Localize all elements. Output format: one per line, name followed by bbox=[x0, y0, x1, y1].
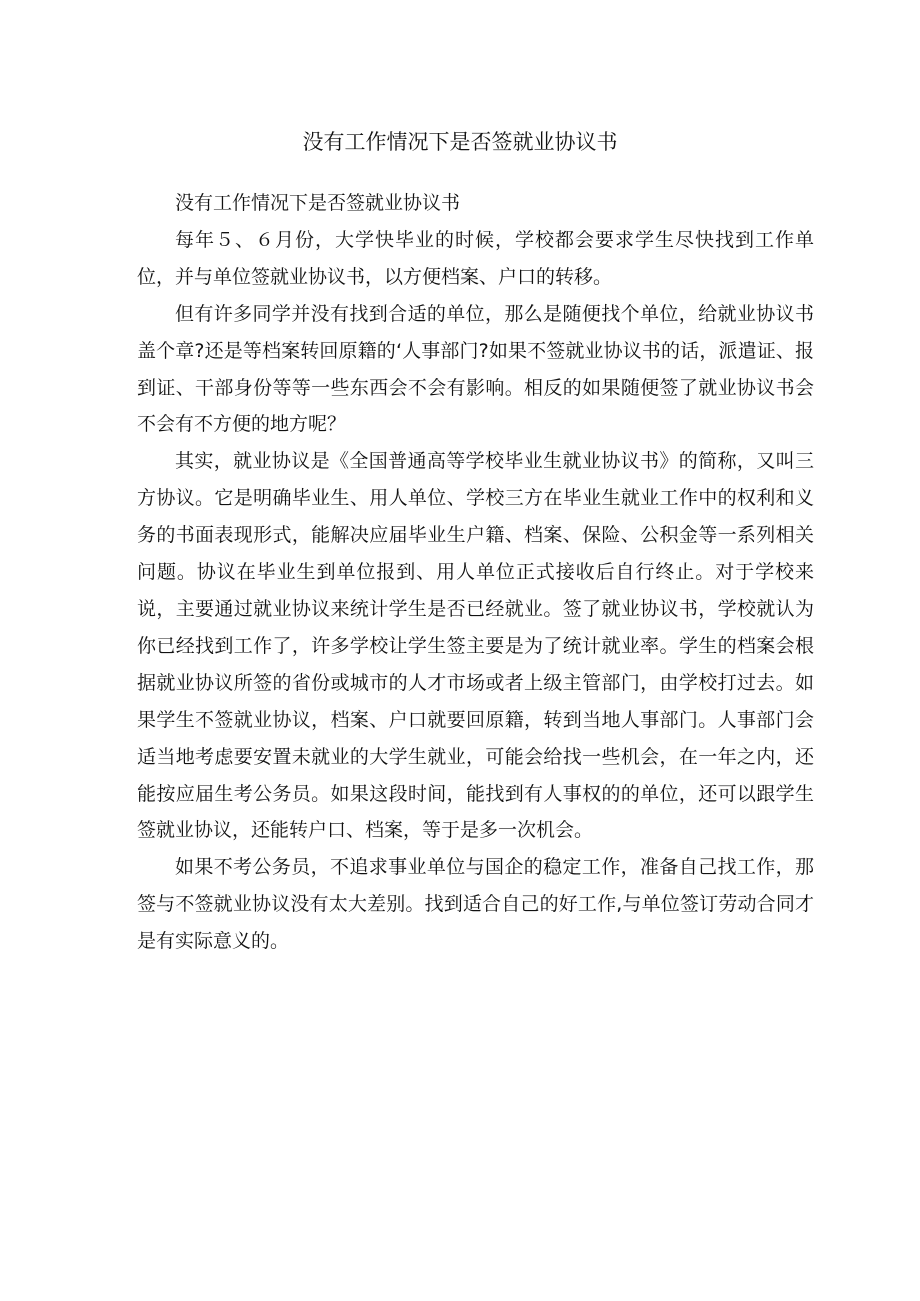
paragraph-explanation: 其实，就业协议是《全国普通高等学校毕业生就业协议书》的简称，又叫三方协议。它是明确毕业生、用人单位、学校三方在毕业生就业工作中的权利和义务的书面表现形式，能解决应届毕业生户籍、档案、保险、公积金等一系列相关问题。协议在毕业生到单位报到、用人单位正式接收后自行终止。对于学校来说，主要通过就业协议来统计学生是否已经就业。签了就业协议书，学校就认为你已经找到工作了，许多学校让学生签主要是为了统计就业率。学生的档案会根据就业协议所签的省份或城市的人才市场或者上级主管部门，由学校打过去。如果学生不签就业协议，档案、户口就要回原籍，转到当地人事部门。人事部门会适当地考虑要安置未就业的大学生就业，可能会给找一些机会，在一年之内，还能按应届生考公务员。如果这段时间，能找到有人事权的的单位，还可以跟学生签就业协议，还能转户口、档案，等于是多一次机会。 bbox=[137, 450, 814, 842]
paragraph-question: 但有许多同学并没有找到合适的单位，那么是随便找个单位，给就业协议书盖个章?还是等档案转回原籍的‘人事部门?如果不签就业协议书的话，派遣证、报到证、干部身份等等一些东西会不会有影响。相反的如果随便签了就业协议书会不会有不方便的地方呢？ bbox=[137, 302, 814, 436]
document-title: 没有工作情况下是否签就业协议书 bbox=[302, 130, 618, 154]
paragraph-subtitle: 没有工作情况下是否签就业协议书 bbox=[175, 192, 461, 214]
document-body bbox=[137, 185, 814, 960]
paragraph-intro: 每年５、６月份，大学快毕业的时候，学校都会要求学生尽快找到工作单位，并与单位签就业协议书，以方便档案、户口的转移。 bbox=[137, 228, 814, 288]
paragraph-conclusion: 如果不考公务员，不追求事业单位与国企的稳定工作，准备自己找工作，那签与不签就业协议没有太大差别。找到适合自己的好工作,与单位签订劳动合同才是有实际意义的。 bbox=[137, 856, 814, 953]
